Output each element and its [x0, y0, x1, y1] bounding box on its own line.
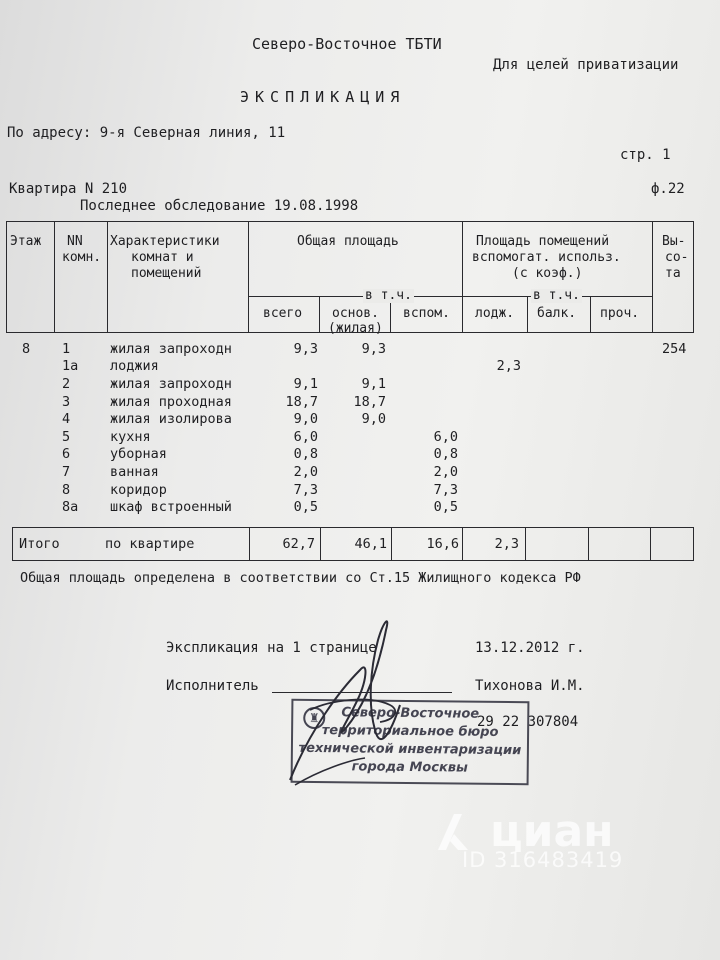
- cell-main: 9,3: [361, 341, 386, 357]
- cell-total: 18,7: [285, 394, 318, 410]
- watermark-id: ID 316483419: [462, 848, 624, 872]
- cell-floor: 8: [22, 341, 31, 357]
- cell-room-number: 8а: [62, 499, 79, 515]
- document-purpose: Для целей приватизации: [493, 57, 679, 73]
- cell-aux: 2,0: [433, 464, 458, 480]
- header-total: всего: [263, 306, 303, 321]
- cell-main: 18,7: [353, 394, 386, 410]
- stamp-line: технической инвентаризации: [298, 740, 522, 759]
- last-survey-date: Последнее обследование 19.08.1998: [80, 198, 359, 214]
- header-loggia: лодж.: [475, 306, 515, 321]
- cell-total: 0,8: [293, 446, 318, 462]
- table-row: [0, 446, 720, 463]
- header-height-2: со-: [665, 250, 689, 265]
- table-row: [0, 499, 720, 516]
- header-room-no-2: комн.: [62, 250, 102, 265]
- cell-room-name: жилая изолирова: [110, 411, 232, 427]
- totals-loggia: 2,3: [494, 536, 519, 552]
- cell-total: 0,5: [293, 499, 318, 515]
- cell-total: 2,0: [293, 464, 318, 480]
- cell-total: 9,1: [293, 376, 318, 392]
- header-aux-area-2: вспомогат. использ.: [472, 250, 621, 265]
- stamp-line: территориальное бюро: [321, 723, 499, 740]
- cell-room-name: ванная: [110, 464, 159, 480]
- header-char-1: Характеристики: [110, 234, 220, 249]
- table-row: [0, 394, 720, 411]
- cell-total: 7,3: [293, 482, 318, 498]
- cell-room-number: 1а: [62, 358, 79, 374]
- document-title: ЭКСПЛИКАЦИЯ: [240, 88, 406, 106]
- cell-room-number: 4: [62, 411, 71, 427]
- cell-aux: 7,3: [433, 482, 458, 498]
- cell-room-name: жилая запроходн: [110, 376, 232, 392]
- cell-room-name: жилая запроходн: [110, 341, 232, 357]
- table-row: [0, 358, 720, 375]
- header-balcony: балк.: [537, 306, 577, 321]
- cell-height: 254: [662, 341, 687, 357]
- header-height-1: Вы-: [662, 234, 686, 249]
- emblem-icon: ♜: [303, 707, 325, 729]
- cell-total: 9,3: [293, 341, 318, 357]
- legal-note: Общая площадь определена в соответствии со Ст.15 Жилищного кодекса РФ: [20, 570, 581, 586]
- cell-room-name: шкаф встроенный: [110, 499, 232, 515]
- header-aux-area-3: (с коэф.): [512, 266, 583, 281]
- table-row: [0, 482, 720, 499]
- header-height-3: та: [665, 266, 681, 281]
- table-row: [0, 341, 720, 358]
- totals-scope: по квартире: [105, 536, 195, 552]
- watermark-brand: циан: [490, 806, 614, 857]
- table-row: [0, 376, 720, 393]
- cell-loggia: 2,3: [496, 358, 521, 374]
- pages-count: Экспликация на 1 странице: [166, 640, 377, 656]
- cell-main: 9,1: [361, 376, 386, 392]
- totals-aux: 16,6: [426, 536, 459, 552]
- apartment-number: Квартира N 210: [9, 181, 128, 197]
- table-row: [0, 429, 720, 446]
- cell-room-number: 2: [62, 376, 71, 392]
- cell-aux: 6,0: [433, 429, 458, 445]
- executor-name: Тихонова И.М.: [475, 678, 585, 694]
- cell-room-number: 7: [62, 464, 71, 480]
- cell-room-number: 3: [62, 394, 71, 410]
- cell-room-number: 8: [62, 482, 71, 498]
- header-main-1: основ.: [332, 306, 379, 321]
- page-number: стр. 1: [620, 147, 671, 163]
- header-incl-2: в т.ч.: [533, 288, 580, 303]
- cell-room-name: лоджия: [110, 358, 159, 374]
- table-row: [0, 411, 720, 428]
- signature-icon: [250, 610, 490, 810]
- cell-aux: 0,5: [433, 499, 458, 515]
- document-code: 29 22 307804: [477, 714, 579, 730]
- header-other: проч.: [600, 306, 640, 321]
- totals-main: 46,1: [354, 536, 387, 552]
- cell-total: 6,0: [293, 429, 318, 445]
- table-header: [6, 221, 694, 336]
- header-room-no-1: NN: [67, 234, 83, 249]
- header-aux: вспом.: [403, 306, 450, 321]
- header-char-2: комнат и: [131, 250, 194, 265]
- cell-room-number: 1: [62, 341, 71, 357]
- header-total-area: Общая площадь: [297, 234, 399, 249]
- watermark-logo-icon: [432, 810, 472, 852]
- cell-room-name: жилая проходная: [110, 394, 232, 410]
- cell-main: 9,0: [361, 411, 386, 427]
- address: По адресу: 9-я Северная линия, 11: [7, 125, 286, 141]
- totals-label: Итого: [19, 536, 60, 552]
- stamp-line: Северо-Восточное: [341, 705, 480, 722]
- organization-name: Северо-Восточное ТБТИ: [252, 35, 442, 53]
- header-aux-area-1: Площадь помещений: [476, 234, 610, 249]
- header-incl: в т.ч.: [365, 288, 412, 303]
- cell-room-name: кухня: [110, 429, 151, 445]
- header-floor: Этаж: [10, 234, 42, 249]
- header-main-2: (жилая): [328, 321, 383, 336]
- issue-date: 13.12.2012 г.: [475, 640, 585, 656]
- executor-label: Исполнитель: [166, 678, 259, 694]
- cell-aux: 0,8: [433, 446, 458, 462]
- cell-total: 9,0: [293, 411, 318, 427]
- cell-room-number: 5: [62, 429, 71, 445]
- cell-room-name: уборная: [110, 446, 167, 462]
- cell-room-number: 6: [62, 446, 71, 462]
- header-char-3: помещений: [131, 266, 202, 281]
- stamp-line: города Москвы: [351, 759, 468, 776]
- form-code: ф.22: [651, 181, 685, 197]
- cell-room-name: коридор: [110, 482, 167, 498]
- totals-total: 62,7: [282, 536, 315, 552]
- table-row: [0, 464, 720, 481]
- totals-row: [12, 527, 694, 561]
